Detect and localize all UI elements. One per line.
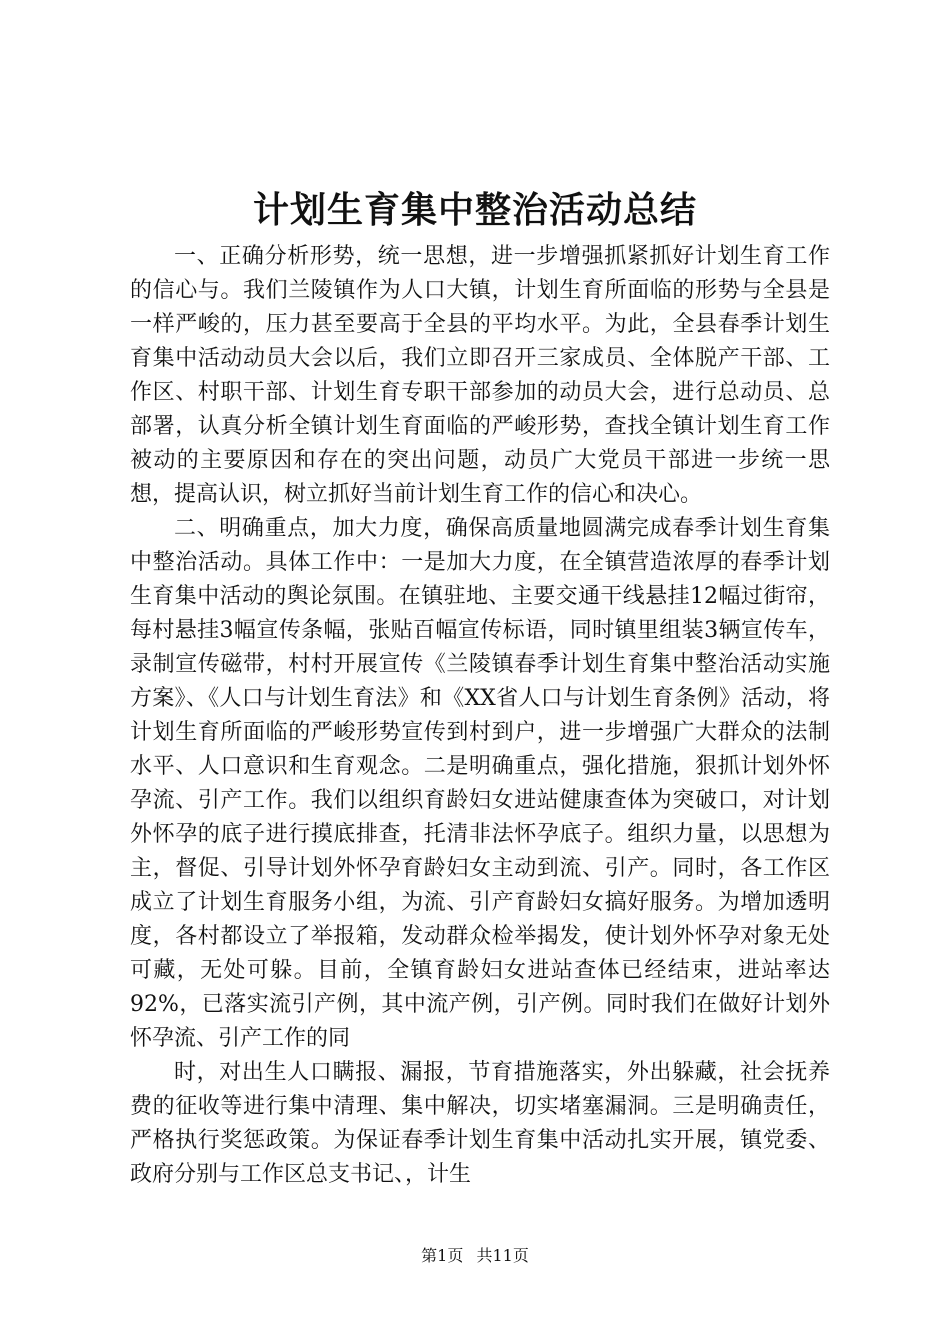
page-number: 第1页 bbox=[421, 1246, 464, 1265]
paragraph-2: 二、明确重点，加大力度，确保高质量地圆满完成春季计划生育集中整治活动。具体工作中：一是加大力度，在全镇营造浓厚的春季计划生育集中活动的舆论氛围。在镇驻地、主要交通干线悬挂12幅过街帘，每村悬挂3幅宣传条幅，张贴百幅宣传标语，同时镇里组装3辆宣传车，录制宣传磁带，村村开展宣传《兰陵镇春季计划生育集中整治活动实施方案》、《人口与计划生育法》和《XX省人口与计划生育条例》活动，将计划生育所面临的严峻形势宣传到村到户，进一步增强广大群众的法制水平、人口意识和生育观念。二是明确重点，强化措施，狠抓计划外怀孕流、引产工作。我们以组织育龄妇女进站健康查体为突破口，对计划外怀孕的底子进行摸底排查，托清非法怀孕底子。组织力量，以思想为主，督促、引导计划外怀孕育龄妇女主动到流、引产。同时，各工作区成立了计划生育服务小组，为流、引产育龄妇女搞好服务。为增加透明度，各村都设立了举报箱，发动群众检举揭发，使计划外怀孕对象无处可藏，无处可躲。目前，全镇育龄妇女进站查体已经结束，进站率达92%，已落实流引产例，其中流产例，引产例。同时我们在做好计划外怀孕流、引产工作的同 bbox=[130, 516, 830, 1051]
page-footer bbox=[0, 1244, 950, 1268]
paragraph-1: 一、正确分析形势，统一思想，进一步增强抓紧抓好计划生育工作的信心与。我们兰陵镇作为人口大镇，计划生育所面临的形势与全县是一样严峻的，压力甚至要高于全县的平均水平。为此，全县春季计划生育集中活动动员大会以后，我们立即召开三家成员、全体脱产干部、工作区、村职干部、计划生育专职干部参加的动员大会，进行总动员、总部署，认真分析全镇计划生育面临的严峻形势，查找全镇计划生育工作被动的主要原因和存在的突出问题，动员广大党员干部进一步统一思想，提高认识，树立抓好当前计划生育工作的信心和决心。 bbox=[130, 244, 830, 507]
document-body bbox=[130, 240, 830, 1192]
document-title: 计划生育集中整治活动总结 bbox=[252, 189, 697, 231]
paragraph-3: 时，对出生人口瞒报、漏报，节育措施落实，外出躲藏，社会抚养费的征收等进行集中清理、集中解决，切实堵塞漏洞。三是明确责任，严格执行奖惩政策。为保证春季计划生育集中活动扎实开展，镇党委、政府分别与工作区总支书记、，计生 bbox=[130, 1060, 830, 1187]
page-total: 共11页 bbox=[476, 1246, 529, 1265]
